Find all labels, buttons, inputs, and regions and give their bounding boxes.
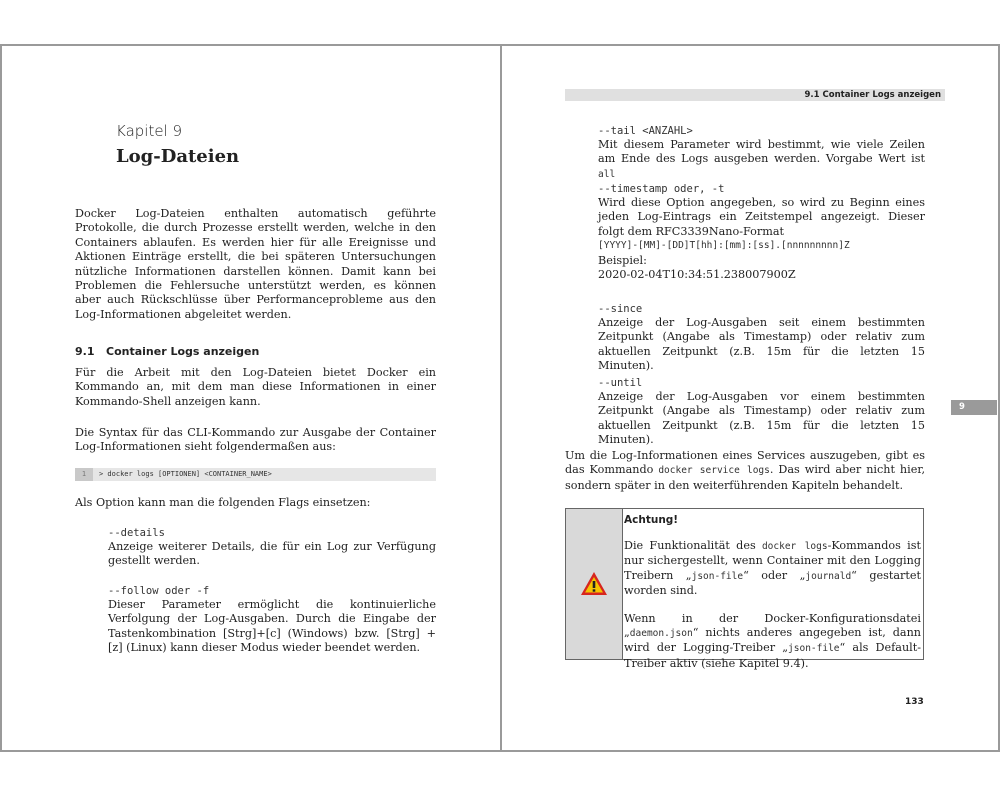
section-title: Container Logs anzeigen: [106, 345, 260, 358]
option-name: --since: [598, 303, 643, 315]
left-option-follow: [108, 584, 436, 656]
option-desc: Wird diese Option angegeben, so wird zu Beginn eines jeden Log-Eintrags ein Zeitstempel angezeigt. Dieser folgt dem RFC3339Nano-Format: [598, 196, 925, 238]
option-desc: Mit diesem Parameter wird bestimmt, wie viele Zeilen am Ende des Logs ausgeben werden. Vorgabe Wert ist all: [598, 138, 925, 180]
option-name: --details: [108, 527, 165, 539]
right-option-timestamp: [598, 182, 925, 282]
section-paragraph-1: Für die Arbeit mit den Log-Dateien bietet Docker ein Kommando an, mit dem man diese Informationen in einer Kommando-Shell anzeigen kann.: [75, 366, 436, 408]
warning-triangle-icon: [580, 571, 608, 596]
example-value: 2020-02-04T10:34:51.238007900Z: [598, 268, 796, 282]
timestamp-format: [YYYY]-[MM]-[DD]T[hh]:[mm]:[ss].[nnnnnnnnn]Z: [598, 240, 850, 252]
option-desc: Anzeige der Log-Ausgaben seit einem bestimmten Zeitpunkt (Angabe als Timestamp) oder relativ zum aktuellen Zeitpunkt (z.B. 15m für die letzten 15 Minuten).: [598, 316, 925, 373]
right-option-since: [598, 302, 925, 374]
warning-callout: [565, 508, 924, 670]
section-paragraph-2: Die Syntax für das CLI-Kommando zur Ausgabe der Container Log-Informationen sieht folgendermaßen aus:: [75, 426, 436, 454]
code-line: [75, 468, 436, 481]
inline-code: docker service logs: [658, 465, 770, 477]
option-name: --timestamp oder, -t: [598, 183, 725, 195]
callout-title: Achtung!: [624, 514, 679, 526]
option-desc: Anzeige weiterer Details, die für ein Log zur Verfügung gestellt werden.: [108, 540, 436, 568]
section-number: 9.1: [75, 345, 95, 358]
option-name: --tail <ANZAHL>: [598, 125, 693, 137]
inline-code: all: [598, 168, 616, 180]
right-option-until: [598, 376, 925, 448]
intro-paragraph: Docker Log-Dateien enthalten automatisch geführte Protokolle, die durch Prozesse erstellt werden, welche in den Containers ablaufen. Es werden hier für alle Ereignisse und Aktionen Einträge erstellt, die bei späteren Untersuchungen nützliche Informationen darstellen können. Damit kann bei Problemen die Fehlersuche unterstützt werden, es können aber auch Rückschlüsse über Performanceprobleme aus den Log-Informationen abgeleitet werden.: [75, 207, 436, 321]
chapter-label: Kapitel 9: [116, 122, 183, 140]
page-number: 133: [905, 697, 924, 707]
code-line-number: 1: [75, 468, 93, 481]
services-paragraph: Um die Log-Informationen eines Services auszugeben, gibt es das Kommando docker service logs. Das wird aber nicht hier, sondern später in den weiterführenden Kapiteln behandelt.: [565, 449, 926, 492]
section-heading: [75, 345, 259, 358]
right-option-tail: [598, 124, 925, 182]
option-name: --follow oder -f: [108, 585, 210, 597]
callout-body: [624, 513, 921, 671]
running-header: [565, 89, 945, 101]
options-intro: Als Option kann man die folgenden Flags einsetzen:: [75, 496, 371, 509]
example-label: Beispiel:: [598, 253, 647, 267]
callout-paragraph-2: Wenn in der Docker-Konfigurationsdatei „daemon.json“ nichts anderes angegeben ist, dann wird der Logging-Treiber „json-file“ als Default-Treiber aktiv (siehe Kapitel 9.4).: [624, 611, 922, 670]
chapter-thumb-tab: 9: [951, 400, 997, 415]
option-desc: Dieser Parameter ermöglicht die kontinuierliche Verfolgung der Log-Ausgaben. Durch die Eingabe der Tastenkombination [Strg]+[c] (Windows) bzw. [Strg] + [z] (Linux) kann dieser Modus wieder beendet werden.: [108, 598, 436, 655]
callout-gutter: [566, 509, 623, 659]
option-desc: Anzeige der Log-Ausgaben vor einem bestimmten Zeitpunkt (Angabe als Timestamp) oder relativ zum aktuellen Zeitpunkt (z.B. 15m für die letzten 15 Minuten).: [598, 390, 925, 447]
chapter-title: Log-Dateien: [116, 146, 240, 167]
callout-paragraph-1: Die Funktionalität des docker logs-Kommandos ist nur sichergestellt, wenn Container mit den Logging Treibern „json-file“ oder „journald“ gestartet worden sind.: [624, 539, 921, 598]
left-option-details: [108, 526, 436, 569]
running-header-text: 9.1 Container Logs anzeigen: [804, 90, 941, 100]
code-line-text: > docker logs [OPTIONEN] <CONTAINER_NAME>: [99, 470, 272, 478]
option-name: --until: [598, 377, 643, 389]
